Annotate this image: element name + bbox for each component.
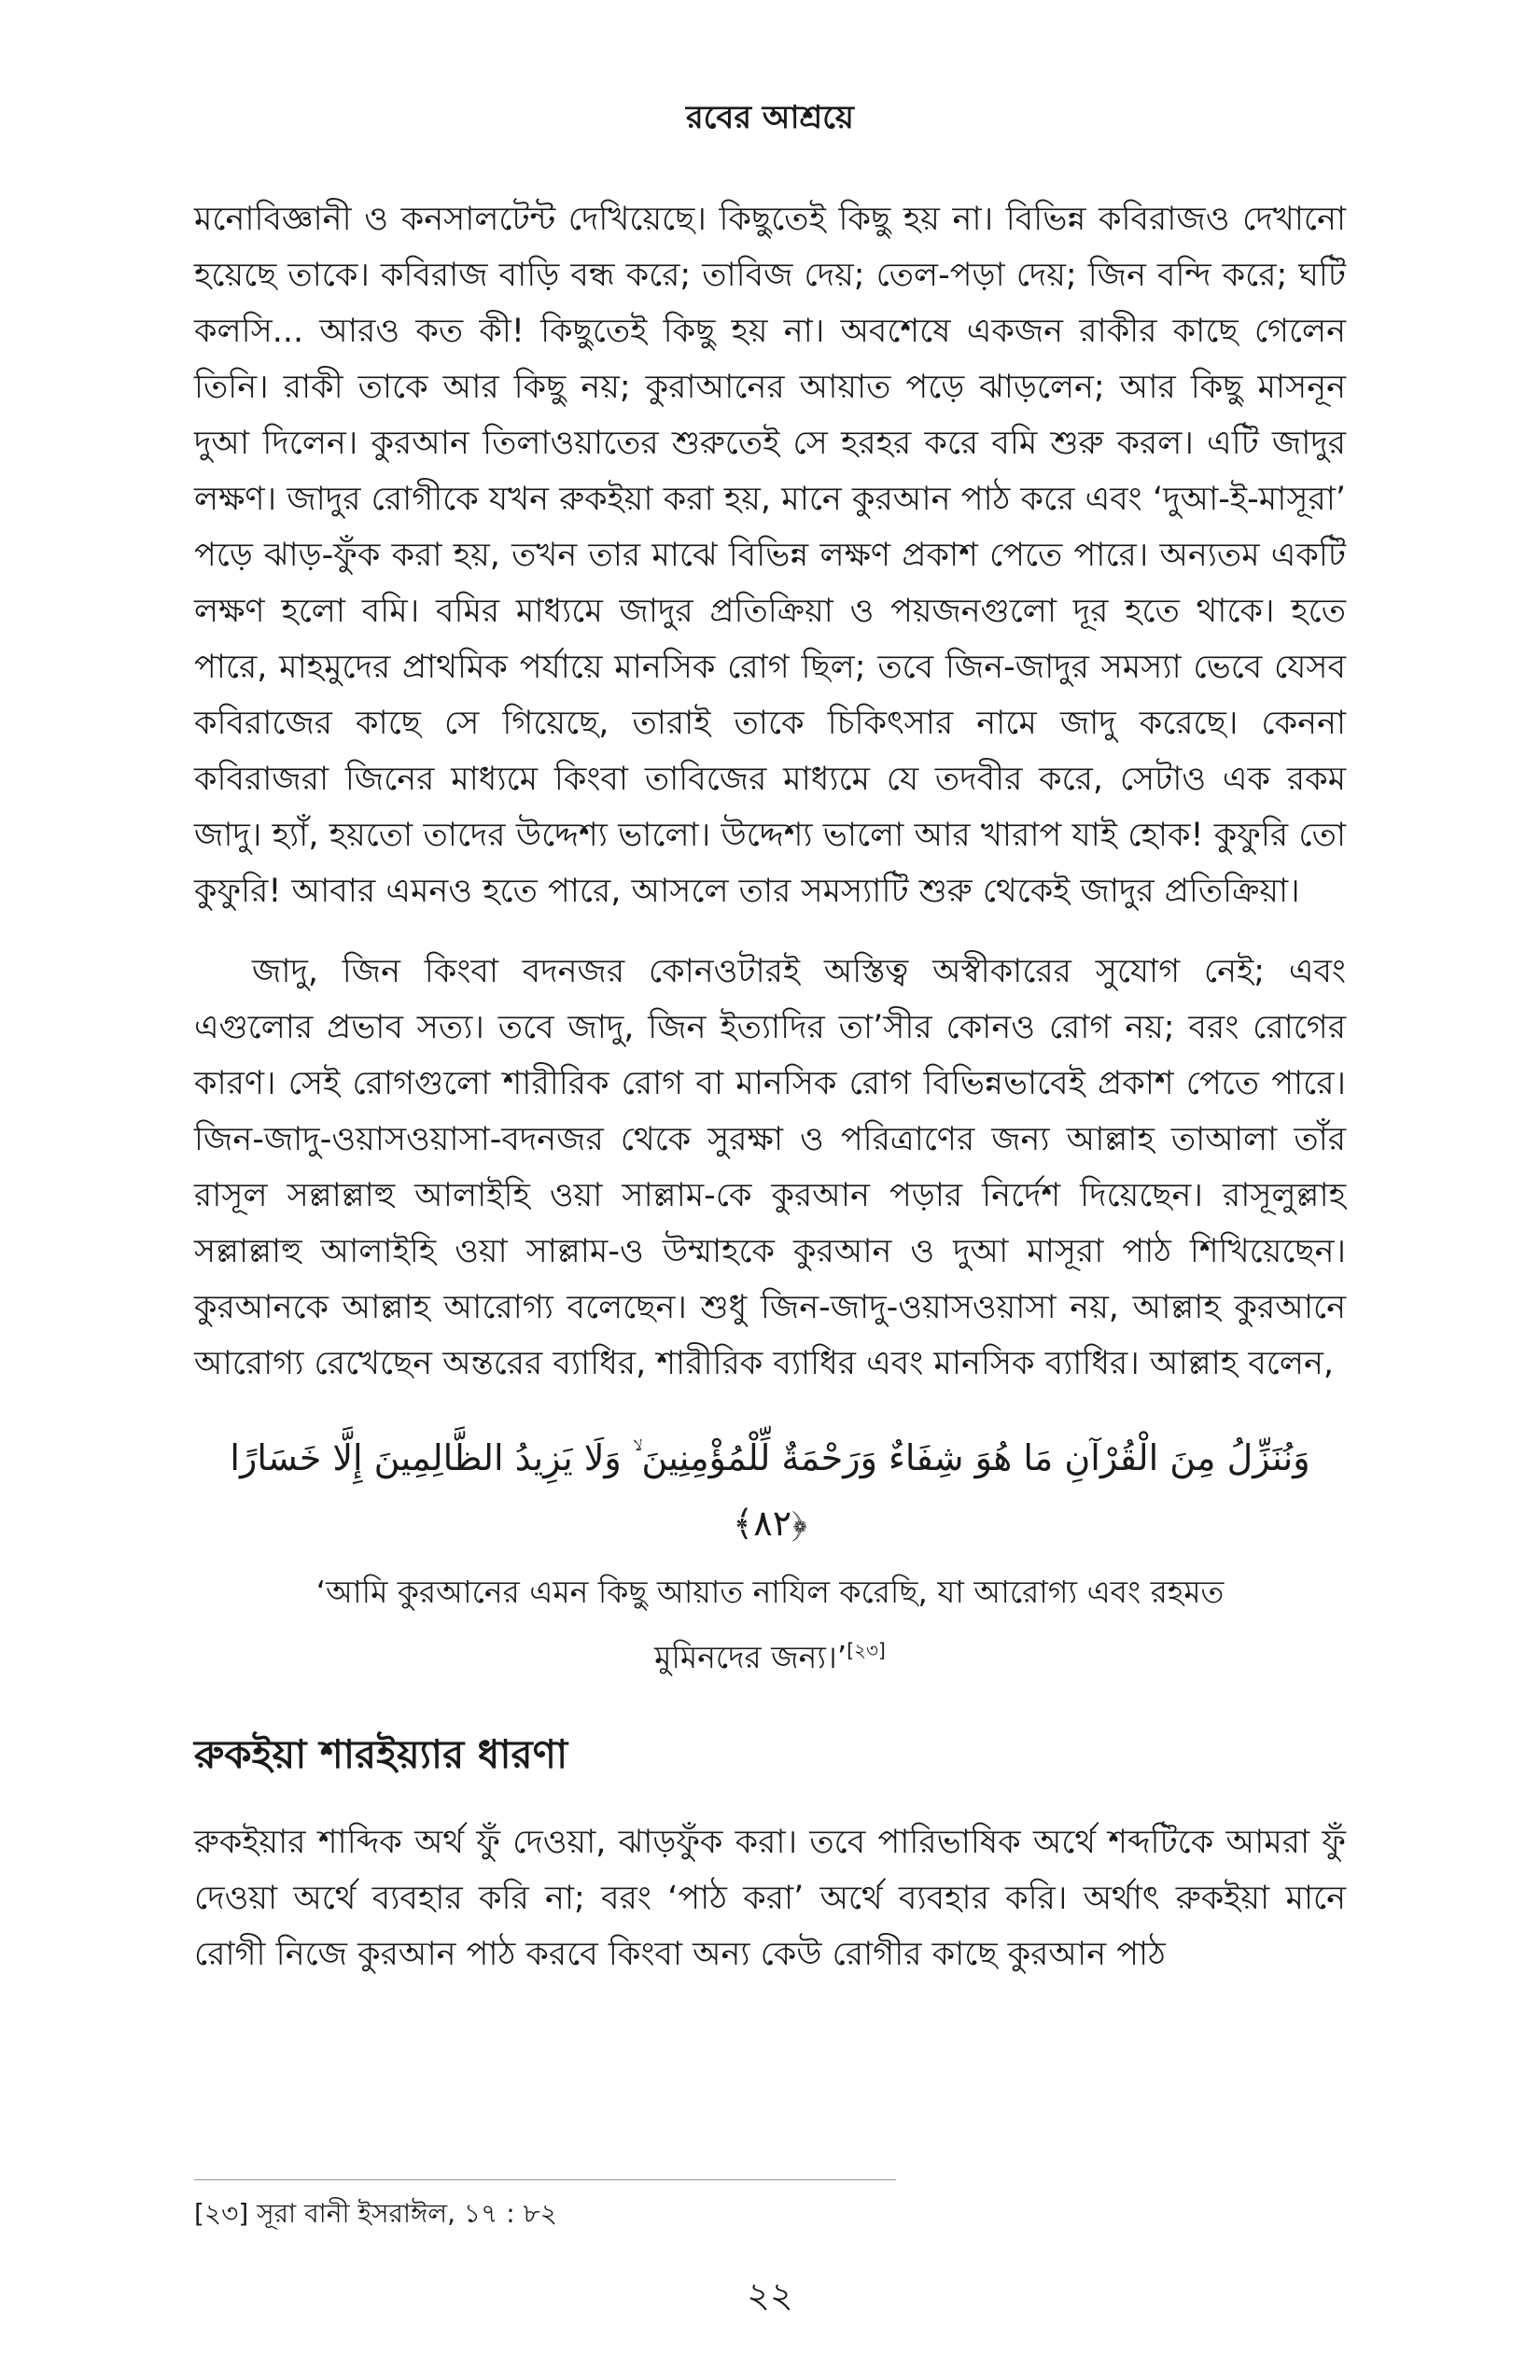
footnote: [২৩] সূরা বানী ইসরাঈল, ১৭ : ৮২ bbox=[194, 2198, 557, 2229]
running-header: রবের আশ্রয়ে bbox=[686, 99, 854, 136]
page-number: ২২ bbox=[747, 2275, 793, 2316]
translation-line-2 bbox=[194, 1621, 1346, 1687]
arabic-verse: وَنُنَزِّلُ مِنَ الْقُرْآنِ مَا هُوَ شِفَاءٌ وَرَحْمَةٌ لِّلْمُؤْمِنِينَ ۙ وَلَا يَزِيدُ الظَّالِمِينَ إِلَّا خَسَارًا ﴿٨٢﴾ bbox=[230, 1437, 1310, 1544]
section-heading: রুকইয়া শারইয়্যার ধারণা bbox=[194, 1731, 568, 1777]
translation-line-2-text: মুমিনদের জন্য।’ bbox=[654, 1639, 847, 1675]
paragraph-2: জাদু, জিন কিংবা বদনজর কোনওটারই অস্তিত্ব অস্বীকারের সুযোগ নেই; এবং এগুলোর প্রভাব সত্য। তবে জাদু, জিন ইত্যাদির তা’সীর কোনও রোগ নয়; বরং রোগের কারণ। সেই রোগগুলো শারীরিক রোগ বা মানসিক রোগ বিভিন্নভাবেই প্রকাশ পেতে পারে। জিন-জাদু-ওয়াসওয়াসা-বদনজর থেকে সুরক্ষা ও পরিত্রাণের জন্য আল্লাহ তাআলা তাঁর রাসূল সল্লাল্লাহু আলাইহি ওয়া সাল্লাম-কে কুরআন পড়ার নির্দেশ দিয়েছেন। রাসূলুল্লাহ সল্লাল্লাহু আলাইহি ওয়া সাল্লাম-ও উম্মাহকে কুরআন ও দুআ মাসূরা পাঠ শিখিয়েছেন। কুরআনকে আল্লাহ আরোগ্য বলেছেন। শুধু জিন-জাদু-ওয়াসওয়াসা নয়, আল্লাহ কুরআনে আরোগ্য রেখেছেন অন্তরের ব্যাধির, শারীরিক ব্যাধির এবং মানসিক ব্যাধির। আল্লাহ বলেন, bbox=[194, 953, 1346, 1382]
paragraph-1: মনোবিজ্ঞানী ও কনসালটেন্ট দেখিয়েছে। কিছুতেই কিছু হয় না। বিভিন্ন কবিরাজও দেখানো হয়েছে তাকে। কবিরাজ বাড়ি বন্ধ করে; তাবিজ দেয়; তেল-পড়া দেয়; জিন বন্দি করে; ঘটি কলসি... আরও কত কী! কিছুতেই কিছু হয় না। অবশেষে একজন রাকীর কাছে গেলেন তিনি। রাকী তাকে আর কিছু নয়; কুরাআনের আয়াত পড়ে ঝাড়লেন; আর কিছু মাসনূন দুআ দিলেন। কুরআন তিলাওয়াতের শুরুতেই সে হরহর করে বমি শুরু করল। এটি জাদুর লক্ষণ। জাদুর রোগীকে যখন রুকইয়া করা হয়, মানে কুরআন পাঠ করে এবং ‘দুআ-ই-মাসূরা’ পড়ে ঝাড়-ফুঁক করা হয়, তখন তার মাঝে বিভিন্ন লক্ষণ প্রকাশ পেতে পারে। অন্যতম একটি লক্ষণ হলো বমি। বমির মাধ্যমে জাদুর প্রতিক্রিয়া ও পয়জনগুলো দূর হতে থাকে। হতে পারে, মাহমুদের প্রাথমিক পর্যায়ে মানসিক রোগ ছিল; তবে জিন-জাদুর সমস্যা ভেবে যেসব কবিরাজের কাছে সে গিয়েছে, তারাই তাকে চিকিৎসার নামে জাদু করেছে। কেননা কবিরাজরা জিনের মাধ্যমে কিংবা তাবিজের মাধ্যমে যে তদবীর করে, সেটাও এক রকম জাদু। হ্যাঁ, হয়তো তাদের উদ্দেশ্য ভালো। উদ্দেশ্য ভালো আর খারাপ যাই হোক! কুফুরি তো কুফুরি! আবার এমনও হতে পারে, আসলে তার সমস্যাটি শুরু থেকেই জাদুর প্রতিক্রিয়া। bbox=[194, 201, 1346, 910]
footnote-reference: [২৩] bbox=[847, 1639, 886, 1661]
page-content bbox=[194, 191, 1346, 1982]
translation-line-1: ‘আমি কুরআনের এমন কিছু আয়াত নাযিল করেছি, যা আরোগ্য এবং রহমত bbox=[315, 1574, 1225, 1610]
footnote-divider bbox=[194, 2179, 896, 2180]
verse-translation bbox=[194, 1563, 1346, 1687]
paragraph-3: রুকইয়ার শাব্দিক অর্থ ফুঁ দেওয়া, ঝাড়ফুঁক করা। তবে পারিভাষিক অর্থে শব্দটিকে আমরা ফুঁ দেওয়া অর্থে ব্যবহার করি না; বরং ‘পাঠ করা’ অর্থে ব্যবহার করি। অর্থাৎ রুকইয়া মানে রোগী নিজে কুরআন পাঠ করবে কিংবা অন্য কেউ রোগীর কাছে কুরআন পাঠ bbox=[194, 1824, 1346, 1973]
